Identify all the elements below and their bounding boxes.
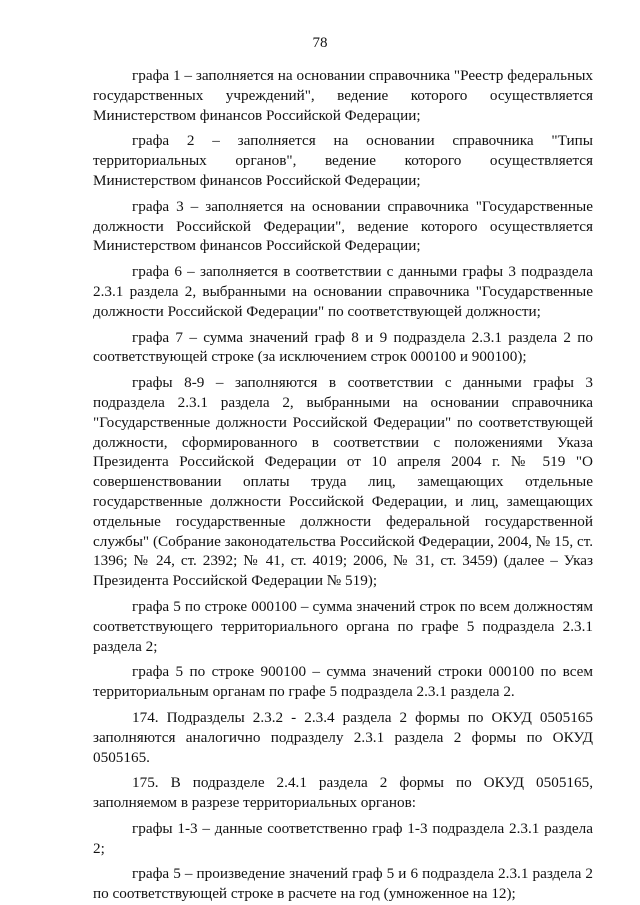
page-number: 78 — [312, 35, 328, 51]
paragraph: графа 1 – заполняется на основании справочника "Реестр федеральных государственных учреждений", ведение которого осуществляется Министерством финансов Российской Федерации; — [93, 67, 593, 124]
paragraph: 175. В подразделе 2.4.1 раздела 2 формы по ОКУД 0505165, заполняемом в разрезе территориальных органов: — [93, 774, 593, 812]
document-body — [93, 66, 593, 904]
paragraph: 174. Подразделы 2.3.2 - 2.3.4 раздела 2 формы по ОКУД 0505165 заполняются аналогично подразделу 2.3.1 раздела 2 формы по ОКУД 0505165. — [93, 708, 593, 766]
paragraph: графа 5 – произведение значений граф 5 и 6 подраздела 2.3.1 раздела 2 по соответствующей строке в расчете на год (умноженное на 12); — [93, 865, 593, 903]
paragraph: графа 6 – заполняется в соответствии с данными графы 3 подраздела 2.3.1 раздела 2, выбранными на основании справочника "Государственные должности Российской Федерации" по соответствующей должности; — [93, 263, 593, 320]
paragraph: графа 5 по строке 900100 – сумма значений строки 000100 по всем территориальным органам по графе 5 подраздела 2.3.1 раздела 2. — [93, 663, 593, 701]
paragraph: графа 7 – сумма значений граф 8 и 9 подраздела 2.3.1 раздела 2 по соответствующей строке (за исключением строк 000100 и 900100); — [93, 328, 593, 366]
paragraph: графы 1-3 – данные соответственно граф 1-3 подраздела 2.3.1 раздела 2; — [93, 819, 593, 857]
paragraph: графы 8-9 – заполняются в соответствии с данными графы 3 подраздела 2.3.1 раздела 2, выбранными на основании справочника "Государственные должности Российской Федерации" по соответствующей должности, сформированного в соответствии с положениями Указа Президента Российской Федерации от 10 апреля 2004 г. № 519 "О совершенствовании оплаты труда лиц, замещающих отдельные государственные должности Российской Федерации, и лиц, замещающих отдельные государственные должности федеральной государственной службы" (Собрание законодательства Российской Федерации, 2004, № 15, ст. 1396; № 24, ст. 2392; № 41, ст. 4019; 2006, № 31, ст. 3459) (далее – Указ Президента Российской Федерации № 519); — [93, 374, 593, 590]
paragraph: графа 5 по строке 000100 – сумма значений строк по всем должностям соответствующего территориального органа по графе 5 подраздела 2.3.1 раздела 2; — [93, 597, 593, 655]
paragraph: графа 2 – заполняется на основании справочника "Типы территориальных органов", ведение которого осуществляется Министерством финансов Российской Федерации; — [93, 132, 593, 189]
paragraph: графа 3 – заполняется на основании справочника "Государственные должности Российской Федерации", ведение которого осуществляется Министерством финансов Российской Федерации; — [93, 197, 593, 255]
